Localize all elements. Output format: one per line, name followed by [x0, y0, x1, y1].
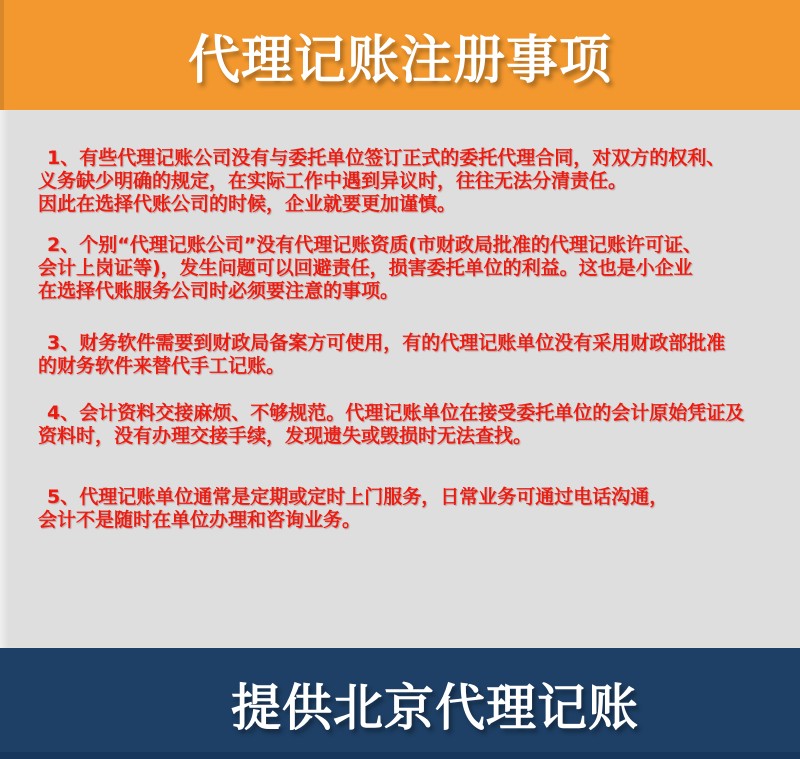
notice-paragraph-2: [38, 234, 772, 303]
paragraph-line: 因此在选择代账公司的时候，企业就要更加谨慎。: [38, 193, 457, 215]
paragraph-line: 3、财务软件需要到财政局备案方可使用，有的代理记账单位没有采用财政部批准: [47, 332, 726, 354]
paragraph-line: 5、代理记账单位通常是定期或定时上门服务，日常业务可通过电话沟通，: [47, 486, 669, 508]
paragraph-line: 会计不是随时在单位办理和咨询业务。: [38, 509, 362, 531]
paragraph-line: 的财务软件来替代手工记账。: [38, 355, 286, 377]
notice-paragraph-5: [38, 486, 772, 532]
notice-body: [0, 110, 800, 648]
paragraph-line: 1、有些代理记账公司没有与委托单位签订正式的委托代理合同，对双方的权利、: [47, 147, 726, 169]
paragraph-line: 资料时，没有办理交接手续，发现遗失或毁损时无法查找。: [38, 425, 533, 447]
header-banner: [0, 0, 800, 110]
paragraph-line: 在选择代账服务公司时必须要注意的事项。: [38, 280, 400, 302]
paragraph-line: 4、会计资料交接麻烦、不够规范。代理记账单位在接受委托单位的会计原始凭证及: [47, 402, 745, 424]
footer-banner: [0, 648, 800, 759]
footer-bottom-strip: [0, 752, 800, 759]
paragraph-line: 2、个别“代理记账公司”没有代理记账资质(市财政局批准的代理记账许可证、: [47, 234, 702, 256]
notice-paragraph-3: [38, 332, 772, 378]
footer-title: 提供北京代理记账: [231, 678, 639, 737]
notice-paragraph-1: [38, 147, 772, 216]
page-title: 代理记账注册事项: [187, 30, 612, 91]
paragraph-line: 义务缺少明确的规定，在实际工作中遇到异议时，往往无法分清责任。: [38, 170, 628, 192]
notice-paragraph-4: [38, 402, 772, 448]
paragraph-line: 会计上岗证等)，发生问题可以回避责任，损害委托单位的利益。这也是小企业: [38, 257, 693, 279]
